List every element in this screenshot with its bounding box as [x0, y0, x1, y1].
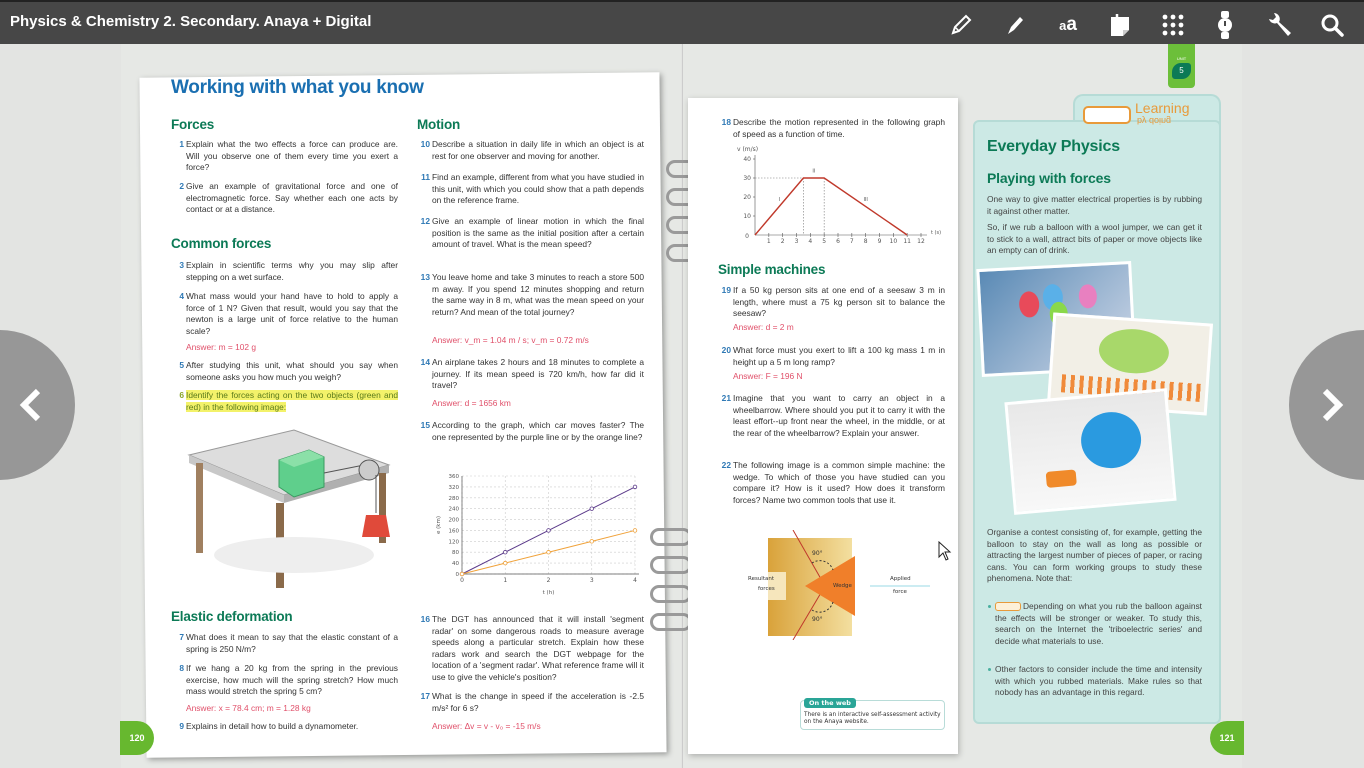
y-tick-label: 40 — [743, 156, 751, 163]
x-tick-label: 1 — [503, 577, 508, 584]
y-axis-label: v (m/s) — [737, 146, 759, 153]
y-tick-label: 360 — [448, 474, 459, 480]
question-21: 21 Imagine that you want to carry an object in a wheelbarrow. Where should you put it to carry it with the least effort--up front near the wheel, in the middle, or at the rear of the wheelbarrow? Explain your answer. — [721, 393, 945, 438]
page-title: Working with what you know — [171, 77, 424, 98]
wedge-resultant-label: Resultant — [748, 576, 775, 582]
learning-by-doing-logo — [1083, 100, 1213, 130]
sidebar-bullet-2: Other factors to consider include the time and intensity with which you rubbed materials. Make rules so that nobody has an advantage in this regard. — [995, 664, 1202, 697]
y-tick-label: 200 — [448, 517, 459, 524]
data-point-purple — [590, 507, 594, 511]
y-tick-label: 40 — [452, 561, 459, 568]
question-7: 7 What does it mean to say that the elastic constant of a spring is 250 N/m? — [179, 632, 398, 654]
answer-19: Answer: d = 2 m — [733, 322, 794, 332]
y-tick-label: 10 — [743, 213, 751, 220]
app-title: Physics & Chemistry 2. Secondary. Anaya + Digital — [10, 13, 372, 30]
page-number-left: 120 — [120, 721, 154, 755]
answer-13: Answer: v_m = 1.04 m / s; v_m = 0.72 m/s — [432, 335, 589, 345]
y-tick-label: 20 — [743, 194, 751, 201]
data-point-orange — [460, 572, 464, 576]
binding-ring — [650, 556, 692, 574]
wedge-illustration — [745, 530, 935, 640]
origin-label: 0 — [745, 233, 749, 240]
question-15: 15 According to the graph, which car moves faster? The one represented by the purple line or by the orange line? — [420, 420, 644, 442]
binding-ring — [650, 613, 692, 631]
wedge-angle-top: 90° — [812, 550, 823, 557]
question-22: 22 The following image is a common simple machine: the wedge. To which of those you have studied can you compare it? How is it used? How does it transform forces? Name two common tools that use it. — [721, 460, 945, 505]
section-simple-machines: Simple machines — [718, 262, 826, 277]
chevron-right-icon — [1319, 387, 1345, 423]
search-icon[interactable] — [1315, 8, 1349, 42]
question-9: 9 Explains in detail how to build a dynamometer. — [179, 721, 359, 731]
question-16: 16 The DGT has announced that it will install 'segment radar' on some dangerous roads to measure average speeds along a particular stretch. Explain how these radars work and search the DGT webpage for the location of a 'segment radar'. What reference frame will it use to give the vehicle's position? — [420, 614, 644, 682]
question-20: 20 What force must you exert to lift a 100 kg mass 1 m in height up a 5 m long ramp? — [721, 345, 945, 367]
x-tick-label: 8 — [863, 238, 868, 243]
stopwatch-icon[interactable] — [1208, 8, 1242, 42]
segment-label: I — [778, 196, 780, 203]
sidebar-paragraph-1: One way to give matter electrical properties is by rubbing it against other matter. — [987, 194, 1202, 216]
data-point-orange — [590, 540, 594, 544]
logo-text-learning: Learning — [1135, 100, 1190, 116]
segment-label: III — [863, 196, 868, 203]
wedge-angle-bottom: 90° — [812, 616, 823, 623]
question-5: 5 After studying this unit, what should you say when someone asks you how much you weigh? — [179, 360, 398, 382]
section-elastic-deformation: Elastic deformation — [171, 609, 293, 624]
unit-label: UNIT — [1176, 56, 1187, 61]
sidebar-paragraph-2: So, if we rub a balloon with a wool jumper, we can get it to stick to a wall, attract bits of paper or move objects like an empty can of drink. — [987, 222, 1202, 255]
speed-time-chart — [735, 143, 945, 243]
wrench-icon[interactable] — [1262, 8, 1296, 42]
x-tick-label: 12 — [917, 238, 925, 243]
bullet-dot — [988, 668, 991, 671]
question-17: 17 What is the change in speed if the acceleration is -2.5 m/s² for 6 s? — [420, 691, 644, 713]
x-tick-label: 4 — [808, 238, 813, 243]
sidebar-paragraph-3: Organise a contest consisting of, for example, getting the balloon to stay on the wall as long as possible or attracting the largest number of pieces of paper, or racing cans. You can form working groups to study these phenomena. Note that: — [987, 527, 1202, 583]
question-19: 19 If a 50 kg person sits at one end of a seesaw 3 m in length, where must a 75 kg person sit to balance the seesaw? — [721, 285, 945, 318]
binding-ring — [650, 585, 692, 603]
question-18: 18 Describe the motion represented in the following graph of speed as a function of time. — [721, 117, 945, 139]
x-tick-label: 0 — [460, 577, 464, 584]
wedge-label: Wedge — [833, 583, 852, 589]
text-size-icon[interactable]: aa — [1059, 14, 1077, 35]
x-tick-label: 7 — [849, 238, 854, 243]
x-tick-label: 4 — [633, 577, 637, 584]
x-tick-label: 3 — [794, 238, 799, 243]
on-the-web-label: On the web — [804, 698, 856, 708]
y-tick-label: 120 — [448, 539, 459, 546]
question-6: 6 Identify the forces acting on the two objects (green and red) in the following image: — [179, 390, 398, 412]
logo-text-by-doing: by doing — [1137, 116, 1172, 126]
question-8: 8 If we hang a 20 kg from the spring in the previous exercise, how much will the spring stretch? How much mass would stretch the spring 5 cm? — [179, 663, 398, 696]
section-forces: Forces — [171, 117, 215, 132]
learning-by-doing-mini-icon — [995, 602, 1021, 611]
data-point-orange — [547, 550, 551, 554]
answer-17: Answer: Δv = v - v₀ = -15 m/s — [432, 721, 541, 731]
y-tick-label: 30 — [743, 175, 751, 182]
question-13: 13 You leave home and take 3 minutes to reach a store 500 m away. If you spend 12 minutes shopping and return the same way in 8 m, what was the mean speed on your return? And mean of the total journey? — [420, 272, 644, 317]
wedge-forces-label: forces — [758, 586, 775, 592]
y-tick-label: 0 — [455, 572, 459, 578]
pencil-icon[interactable] — [944, 8, 978, 42]
y-axis-label: e (km) — [436, 516, 442, 534]
balloon-photo-3 — [1004, 388, 1176, 515]
question-12: 12 Give an example of linear motion in which the final position is the same as the initial position after a certain amount of travel. What is the mean speed? — [420, 216, 644, 249]
section-motion: Motion — [417, 117, 461, 132]
sidebar-subtitle: Playing with forces — [987, 170, 1111, 186]
section-common-forces: Common forces — [171, 236, 272, 251]
page-number-right: 121 — [1210, 721, 1244, 755]
on-the-web-text: There is an interactive self-assessment activity on the Anaya website. — [804, 712, 941, 725]
x-tick-label: 1 — [766, 238, 771, 243]
question-1: 1 Explain what the two effects a force can produce are. Will you observe one of them every time you exert a force? — [179, 139, 398, 172]
marker-icon[interactable] — [998, 8, 1032, 42]
binding-ring — [650, 528, 692, 546]
question-4: 4 What mass would your hand have to hold to apply a force of 1 N? Given that result, would you say that the newton is a large unit of force relative to the human scale? — [179, 291, 398, 336]
x-tick-label: 9 — [877, 238, 882, 243]
x-tick-label: 6 — [836, 238, 840, 243]
data-point-purple — [503, 550, 507, 554]
y-tick-label: 320 — [448, 484, 459, 491]
answer-8: Answer: x = 78.4 cm; m = 1.28 kg — [186, 703, 311, 713]
chevron-left-icon — [18, 387, 44, 423]
unit-number: 5 — [1172, 63, 1191, 79]
x-tick-label: 5 — [822, 238, 827, 243]
distance-time-chart — [430, 470, 645, 600]
segment-label: II — [812, 168, 816, 175]
wedge-applied-label: Applied — [890, 576, 911, 582]
on-the-web-box[interactable] — [800, 700, 945, 730]
sidebar-bullet-1: Depending on what you rub the balloon against the effects will be stronger or weaker. To study this, search on the Internet the 'triboelectric series' and decide what materials to use. — [995, 601, 1202, 646]
grid-menu-icon[interactable] — [1156, 8, 1190, 42]
x-tick-label: 10 — [889, 238, 898, 243]
answer-4: Answer: m = 102 g — [186, 342, 257, 352]
x-axis-label: t (h) — [542, 590, 555, 596]
data-point-purple — [547, 529, 551, 533]
answer-14: Answer: d = 1656 km — [432, 398, 511, 408]
x-tick-label: 2 — [546, 577, 551, 584]
x-tick-label: 3 — [589, 577, 594, 584]
x-tick-label: 2 — [780, 238, 785, 243]
wedge-force-label: force — [893, 589, 907, 595]
x-axis-label: t (s) — [931, 230, 942, 236]
speed-line — [755, 178, 907, 235]
question-11: 11 Find an example, different from what you have studied in this unit, with which you could show that a path depends on the reference frame. — [421, 172, 644, 205]
unit-badge — [1168, 44, 1195, 88]
data-point-purple — [633, 485, 637, 489]
question-3: 3 Explain in scientific terms why you may slip after stepping on a wet surface. — [179, 260, 398, 282]
y-tick-label: 240 — [448, 506, 459, 513]
mouse-cursor-icon — [938, 541, 952, 561]
y-tick-label: 80 — [452, 550, 459, 557]
data-point-orange — [503, 561, 507, 565]
answer-20: Answer: F = 196 N — [733, 371, 803, 381]
top-toolbar — [0, 0, 1364, 44]
data-point-orange — [633, 529, 637, 533]
question-10: 10 Describe a situation in daily life in which an object is at rest for one observer and moving for another. — [420, 139, 644, 161]
sidebar-title: Everyday Physics — [987, 138, 1120, 155]
table-pulley-illustration — [184, 425, 394, 590]
question-2: 2 Give an example of gravitational force and one of electromagnetic force. Say whether each one acts by contact or at a distance. — [179, 181, 398, 214]
x-tick-label: 11 — [903, 238, 911, 243]
bullet-dot — [988, 605, 991, 608]
y-tick-label: 280 — [448, 495, 459, 502]
question-14: 14 An airplane takes 2 hours and 18 minutes to complete a journey. If its mean speed is 720 km/h, how far did it travel? — [420, 357, 644, 390]
notes-icon[interactable] — [1103, 8, 1137, 42]
y-tick-label: 160 — [448, 528, 459, 535]
